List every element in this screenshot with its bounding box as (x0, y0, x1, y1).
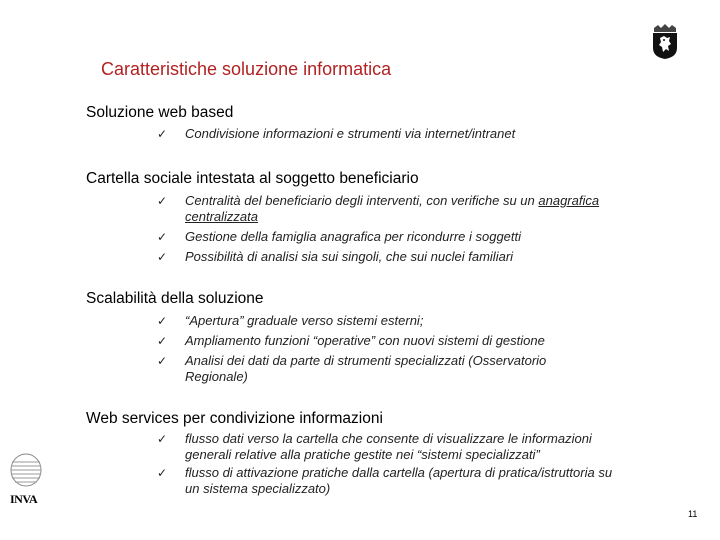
coat-of-arms-icon (652, 24, 678, 60)
bullet-text (185, 193, 635, 225)
bullet-text: flusso dati verso la cartella che consente di visualizzare le informazioni generali relative alla pratiche gestite nei “sistemi specializzati” (185, 431, 592, 462)
bullet-text-underlined: anagrafica centralizzata (185, 193, 600, 224)
section-heading: Scalabilità della soluzione (86, 290, 264, 307)
bullet-text: flusso di attivazione pratiche dalla cartella (apertura di pratica/istruttoria su un sistema specializzato) (185, 465, 613, 496)
page-number: 11 (688, 509, 698, 519)
bullet-text: Gestione della famiglia anagrafica per ricondurre i soggetti (185, 229, 522, 244)
logo-text: INVA (10, 492, 38, 506)
slide-title: Caratteristiche soluzione informatica (101, 59, 392, 79)
bullet-text-plain: Centralità del beneficiario degli interventi, con verifiche su un (185, 193, 539, 208)
section-heading: Soluzione web based (86, 104, 234, 121)
bullet-text: Analisi dei dati da parte di strumenti specializzati (Osservatorio Regionale) (185, 353, 547, 384)
check-icon: ✓ (157, 466, 168, 480)
bullet-text: Condivisione informazioni e strumenti via internet/intranet (185, 126, 516, 141)
bullet-text: Possibilità di analisi sia sui singoli, che sui nuclei familiari (185, 249, 514, 264)
section-heading: Cartella sociale intestata al soggetto beneficiario (86, 170, 419, 187)
check-icon: ✓ (157, 432, 168, 446)
check-icon: ✓ (157, 314, 168, 328)
bullet-text: Ampliamento funzioni “operative” con nuovi sistemi di gestione (185, 333, 545, 348)
bullet-text: “Apertura” graduale verso sistemi esterni; (185, 313, 424, 328)
check-icon: ✓ (157, 127, 168, 141)
check-icon: ✓ (157, 354, 168, 368)
check-icon: ✓ (157, 230, 168, 244)
check-icon: ✓ (157, 250, 168, 264)
section-heading: Web services per condivizione informazioni (86, 410, 383, 427)
check-icon: ✓ (157, 194, 168, 208)
check-icon: ✓ (157, 334, 168, 348)
